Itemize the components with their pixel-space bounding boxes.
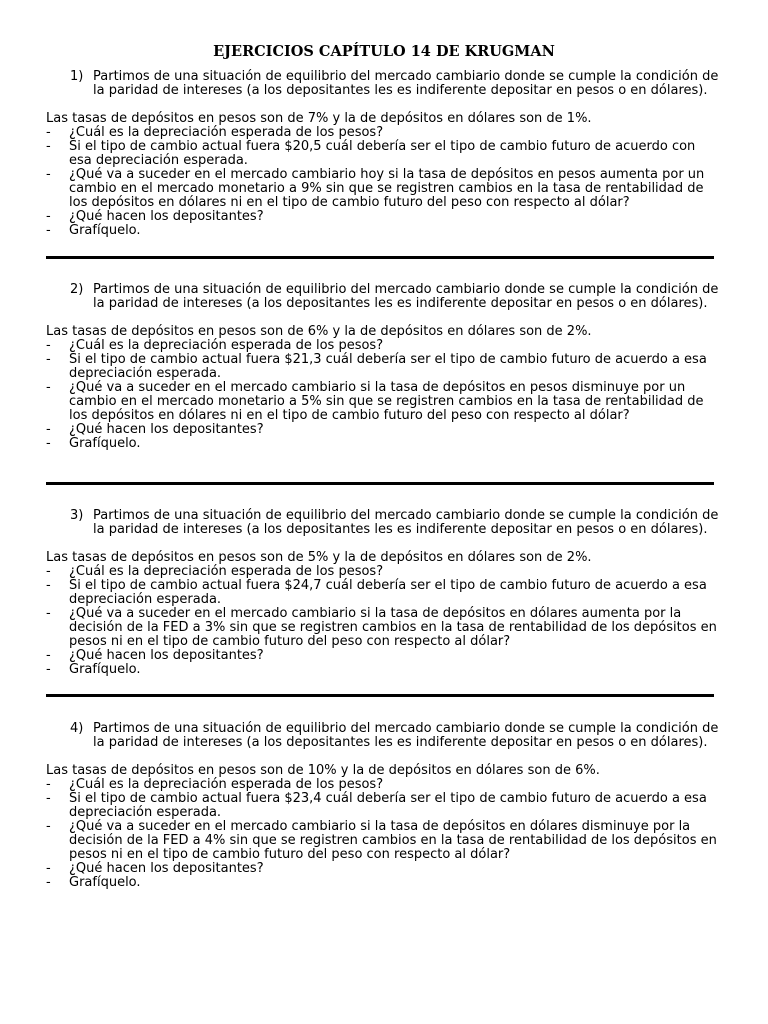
question-text: Grafíquelo. xyxy=(69,223,141,238)
question-text: ¿Qué hacen los depositantes? xyxy=(69,648,264,663)
question-item xyxy=(46,579,722,607)
question-text: ¿Qué va a suceder en el mercado cambiario si la tasa de depósitos en dólares aumenta por la decisión de la FED a 3% sin que se registren cambios en la tasa de rentabilidad de los depósitos en pesos ni en el tipo de cambio futuro del peso con respecto al dólar? xyxy=(69,606,717,649)
question-text: ¿Qué hacen los depositantes? xyxy=(69,422,264,437)
bullet-dash: - xyxy=(46,422,51,437)
exercise-rates: Las tasas de depósitos en pesos son de 7% y la de depósitos en dólares son de 1%. xyxy=(46,111,592,126)
question-list xyxy=(46,778,722,890)
question-item xyxy=(46,126,722,140)
question-item xyxy=(46,224,722,238)
question-item xyxy=(46,876,722,890)
question-text: ¿Qué va a suceder en el mercado cambiario si la tasa de depósitos en pesos disminuye por un cambio en el mercado monetario a 5% sin que se registren cambios en la tasa de rentabilidad de los depósitos en dólares ni en el tipo de cambio futuro del peso con respecto al dólar? xyxy=(69,380,704,423)
bullet-dash: - xyxy=(46,167,51,182)
exercise-intro xyxy=(70,283,722,311)
section-divider xyxy=(46,694,714,697)
bullet-dash: - xyxy=(46,819,51,834)
exercise-number: 3) xyxy=(70,508,84,523)
exercise-number: 4) xyxy=(70,721,84,736)
bullet-dash: - xyxy=(46,791,51,806)
bullet-dash: - xyxy=(46,662,51,677)
bullet-dash: - xyxy=(46,352,51,367)
question-item xyxy=(46,663,722,677)
bullet-dash: - xyxy=(46,139,51,154)
question-item xyxy=(46,649,722,663)
bullet-dash: - xyxy=(46,223,51,238)
bullet-dash: - xyxy=(46,578,51,593)
exercise-2 xyxy=(46,283,722,451)
exercise-rates: Las tasas de depósitos en pesos son de 10% y la de depósitos en dólares son de 6%. xyxy=(46,763,600,778)
exercise-3 xyxy=(46,509,722,677)
question-item xyxy=(46,140,722,168)
bullet-dash: - xyxy=(46,875,51,890)
question-text: ¿Qué va a suceder en el mercado cambiario hoy si la tasa de depósitos en pesos aumenta por un cambio en el mercado monetario a 9% sin que se registren cambios en la tasa de rentabilidad de los depósitos en dólares ni en el tipo de cambio futuro del peso con respecto al dólar? xyxy=(69,167,705,210)
question-list xyxy=(46,339,722,451)
question-text: ¿Qué hacen los depositantes? xyxy=(69,209,264,224)
exercise-intro xyxy=(70,70,722,98)
bullet-dash: - xyxy=(46,606,51,621)
question-text: ¿Qué va a suceder en el mercado cambiario si la tasa de depósitos en dólares disminuye por la decisión de la FED a 4% sin que se registren cambios en la tasa de rentabilidad de los depósitos en pesos ni en el tipo de cambio futuro del peso con respecto al dólar? xyxy=(69,819,717,862)
question-text: Si el tipo de cambio actual fuera $23,4 cuál debería ser el tipo de cambio futuro de acuerdo a esa depreciación esperada. xyxy=(69,791,707,820)
question-item xyxy=(46,423,722,437)
question-item xyxy=(46,339,722,353)
question-text: ¿Cuál es la depreciación esperada de los pesos? xyxy=(69,564,384,579)
exercise-number: 2) xyxy=(70,282,84,297)
question-text: Grafíquelo. xyxy=(69,875,141,890)
bullet-dash: - xyxy=(46,209,51,224)
question-item xyxy=(46,168,722,210)
document-title: EJERCICIOS CAPÍTULO 14 DE KRUGMAN xyxy=(213,43,555,60)
bullet-dash: - xyxy=(46,648,51,663)
bullet-dash: - xyxy=(46,564,51,579)
question-item xyxy=(46,353,722,381)
exercise-intro-text: Partimos de una situación de equilibrio del mercado cambiario donde se cumple la condición de la paridad de intereses (a los depositantes les es indiferente depositar en pesos o en dólares). xyxy=(93,721,719,750)
question-item xyxy=(46,792,722,820)
question-text: ¿Qué hacen los depositantes? xyxy=(69,861,264,876)
bullet-dash: - xyxy=(46,861,51,876)
section-divider xyxy=(46,482,714,485)
question-list xyxy=(46,126,722,238)
question-text: ¿Cuál es la depreciación esperada de los pesos? xyxy=(69,125,384,140)
question-list xyxy=(46,565,722,677)
bullet-dash: - xyxy=(46,125,51,140)
exercise-intro xyxy=(70,722,722,750)
exercise-intro-text: Partimos de una situación de equilibrio del mercado cambiario donde se cumple la condición de la paridad de intereses (a los depositantes les es indiferente depositar en pesos o en dólares). xyxy=(93,69,719,98)
question-item xyxy=(46,862,722,876)
exercise-intro xyxy=(70,509,722,537)
bullet-dash: - xyxy=(46,380,51,395)
exercise-intro-text: Partimos de una situación de equilibrio del mercado cambiario donde se cumple la condición de la paridad de intereses (a los depositantes les es indiferente depositar en pesos o en dólares). xyxy=(93,282,719,311)
question-item xyxy=(46,778,722,792)
section-divider xyxy=(46,256,714,259)
question-item xyxy=(46,565,722,579)
exercise-number: 1) xyxy=(70,69,84,84)
question-item xyxy=(46,607,722,649)
bullet-dash: - xyxy=(46,436,51,451)
bullet-dash: - xyxy=(46,338,51,353)
exercise-intro-text: Partimos de una situación de equilibrio del mercado cambiario donde se cumple la condición de la paridad de intereses (a los depositantes les es indiferente depositar en pesos o en dólares). xyxy=(93,508,719,537)
exercise-4 xyxy=(46,722,722,890)
question-text: ¿Cuál es la depreciación esperada de los pesos? xyxy=(69,777,384,792)
question-text: Si el tipo de cambio actual fuera $20,5 cuál debería ser el tipo de cambio futuro de acuerdo con esa depreciación esperada. xyxy=(69,139,696,168)
exercise-1 xyxy=(46,70,722,238)
question-text: Si el tipo de cambio actual fuera $21,3 cuál debería ser el tipo de cambio futuro de acuerdo a esa depreciación esperada. xyxy=(69,352,707,381)
question-item xyxy=(46,820,722,862)
exercise-rates: Las tasas de depósitos en pesos son de 6% y la de depósitos en dólares son de 2%. xyxy=(46,324,592,339)
question-item xyxy=(46,381,722,423)
question-text: Grafíquelo. xyxy=(69,662,141,677)
bullet-dash: - xyxy=(46,777,51,792)
question-text: ¿Cuál es la depreciación esperada de los pesos? xyxy=(69,338,384,353)
question-text: Grafíquelo. xyxy=(69,436,141,451)
question-text: Si el tipo de cambio actual fuera $24,7 cuál debería ser el tipo de cambio futuro de acuerdo a esa depreciación esperada. xyxy=(69,578,707,607)
question-item xyxy=(46,210,722,224)
question-item xyxy=(46,437,722,451)
exercise-rates: Las tasas de depósitos en pesos son de 5% y la de depósitos en dólares son de 2%. xyxy=(46,550,592,565)
